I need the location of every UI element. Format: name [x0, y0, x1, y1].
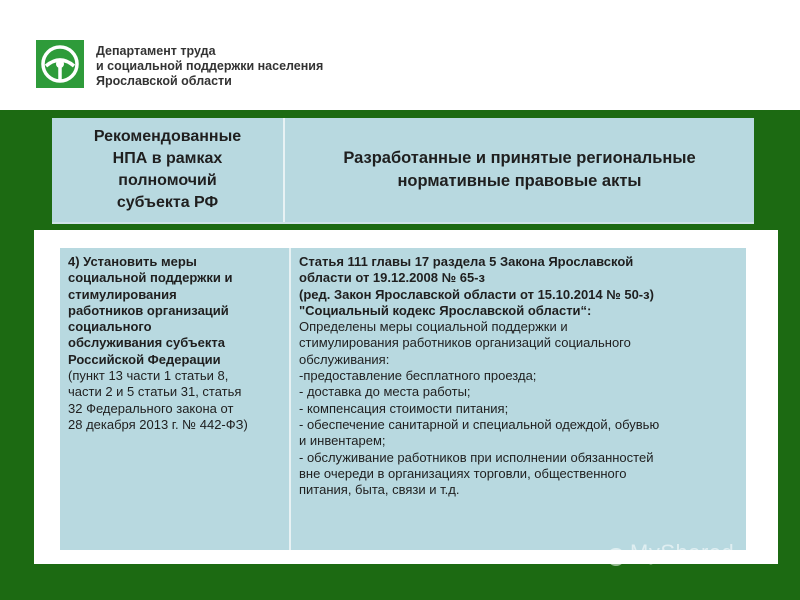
text-line: (ред. Закон Ярославской области от 15.10.2014 № 50-з) [299, 286, 654, 302]
header [0, 0, 800, 110]
watermark: MyShared [630, 540, 735, 565]
text-line: - доставка до места работы; [299, 384, 471, 400]
text-line: Определены меры социальной поддержки и [299, 319, 568, 335]
watermark-icon [605, 546, 627, 568]
text-line: социальной поддержки и [68, 270, 233, 286]
text-line: Российской Федерации [68, 351, 221, 367]
heading-left-line: субъекта РФ [116, 194, 219, 211]
heading-left-line: НПА в рамках [112, 150, 223, 167]
table-row [60, 248, 746, 550]
text-line: стимулирования работников организаций социального [299, 335, 631, 351]
text-line: стимулирования [68, 286, 177, 302]
org-line-1: Департамент труда [96, 44, 216, 58]
text-line: обслуживания субъекта [68, 335, 225, 351]
department-emblem-icon [36, 40, 84, 88]
text-line: обслуживания: [299, 351, 390, 367]
text-line: - компенсация стоимости питания; [299, 400, 509, 416]
text-line: -предоставление бесплатного проезда; [299, 368, 537, 384]
table-header-row [52, 118, 754, 224]
act-measures [299, 319, 738, 498]
heading-left-line: Рекомендованные [93, 128, 242, 145]
text-line: вне очереди в организациях торговли, общественного [299, 465, 627, 481]
heading-right-line: нормативные правовые акты [397, 172, 642, 190]
header-cell-recommended [52, 118, 285, 222]
text-line: области от 19.12.2008 № 65-з [299, 270, 485, 286]
text-line: 28 декабря 2013 г. № 442-ФЗ) [68, 416, 248, 432]
text-line: - обеспечение санитарной и специальной одеждой, обувью [299, 416, 660, 432]
cell-regional-act [291, 248, 746, 550]
text-line: Статья 111 главы 17 раздела 5 Закона Ярославской [299, 254, 634, 269]
recommendation-title [68, 254, 281, 368]
text-line: 4) Установить меры [68, 254, 197, 269]
header-cell-regional-acts [285, 118, 754, 222]
text-line: части 2 и 5 статьи 31, статья [68, 384, 242, 400]
text-line: 32 Федерального закона от [68, 400, 234, 416]
recommendation-reference [68, 368, 281, 433]
act-title [299, 254, 738, 319]
text-line: питания, быта, связи и т.д. [299, 482, 460, 498]
text-line: работников организаций [68, 302, 229, 318]
org-line-3: Ярославской области [96, 74, 232, 88]
heading-right-line: Разработанные и принятые региональные [343, 149, 696, 167]
text-line: и инвентарем; [299, 433, 386, 449]
text-line: (пункт 13 части 1 статьи 8, [68, 368, 229, 384]
text-line: социального [68, 319, 152, 335]
cell-recommendation [60, 248, 291, 550]
text-line: "Социальный кодекс Ярославской области“: [299, 302, 592, 318]
org-line-2: и социальной поддержки населения [96, 59, 324, 73]
heading-left-line: полномочий [118, 172, 217, 189]
organization-name [96, 44, 323, 89]
text-line: - обслуживание работников при исполнении обязанностей [299, 449, 654, 465]
